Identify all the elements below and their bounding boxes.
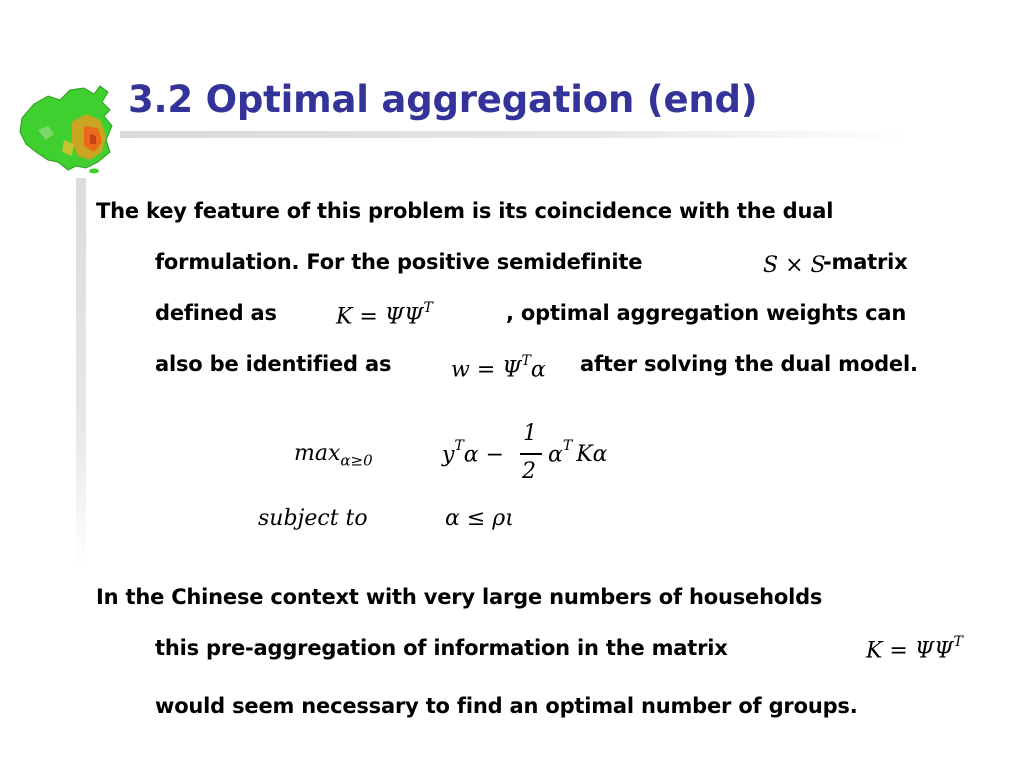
objective-lead: $y^T\alpha$ − <box>442 438 505 468</box>
paragraph1-line4-suffix: after solving the dual model. <box>580 352 918 376</box>
slide-title: 3.2 Optimal aggregation (end) <box>128 78 758 121</box>
fraction-bar <box>520 453 542 455</box>
paragraph1-line2: formulation. For the positive semidefinite <box>155 250 643 274</box>
china-map-logo <box>14 82 120 174</box>
paragraph1-line1: The key feature of this problem is its coincidence with the dual <box>96 199 834 223</box>
left-accent-bar <box>76 178 86 568</box>
objective-label: $\max_{\alpha\ge 0}$ <box>294 441 373 470</box>
constraint-formula: α ≤ ρι <box>445 506 514 531</box>
fraction-numerator: 1 <box>523 421 537 446</box>
fraction-denominator: 2 <box>522 459 536 484</box>
paragraph1-line4: also be identified as <box>155 352 392 376</box>
paragraph1-line3-suffix: , optimal aggregation weights can <box>506 301 907 325</box>
paragraph1-line2-suffix: -matrix <box>823 250 908 274</box>
constraint-label: subject to <box>258 506 368 531</box>
matrix-size-formula: S × S <box>763 253 826 278</box>
title-underline <box>120 131 910 138</box>
paragraph2-line2: this pre-aggregation of information in the matrix <box>155 636 728 660</box>
paragraph1-line3: defined as <box>155 301 277 325</box>
weights-formula: $w = \Psi^T\alpha$ <box>451 353 546 383</box>
objective-tail: $\alpha^T$ Kα <box>548 438 608 468</box>
kernel-definition-formula: $K = \Psi\Psi^T$ <box>336 300 433 330</box>
paragraph2-line1: In the Chinese context with very large numbers of households <box>96 585 823 609</box>
paragraph2-line3: would seem necessary to find an optimal number of groups. <box>155 694 858 718</box>
kernel-definition-formula-2: $K = \Psi\Psi^T$ <box>866 634 963 664</box>
